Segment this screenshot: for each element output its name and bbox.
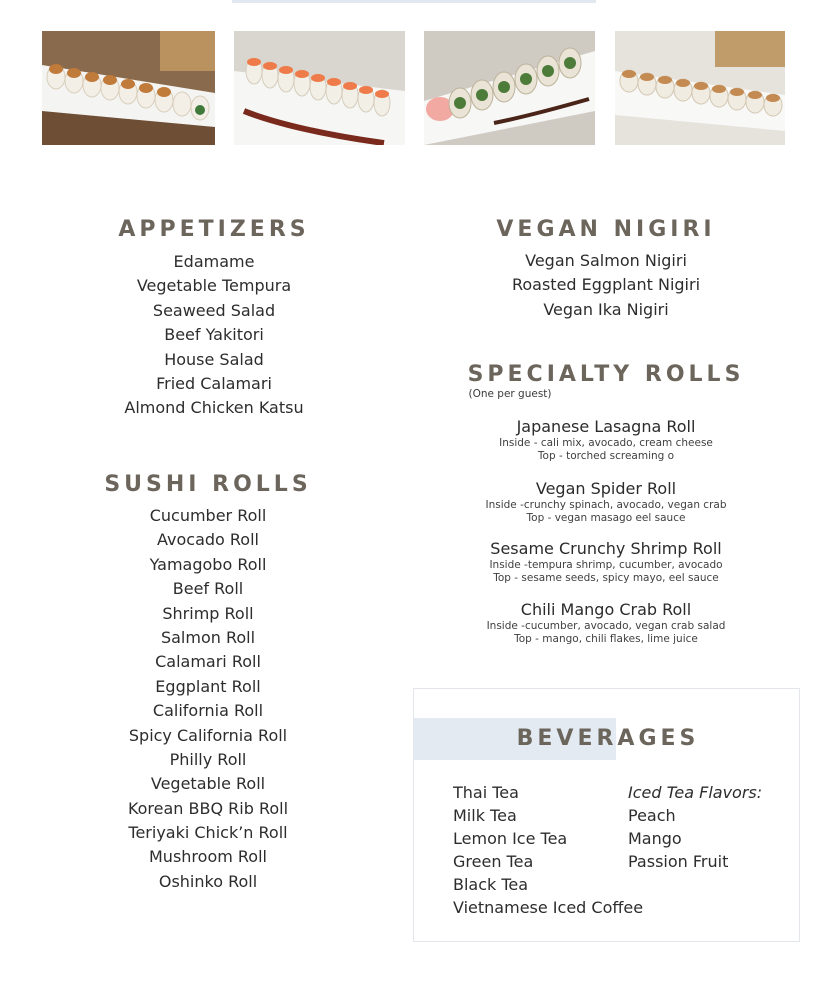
list-item: Vegan Salmon Nigiri (525, 251, 687, 270)
list-item: Mango (628, 829, 682, 848)
list-item: Mushroom Roll (149, 847, 267, 867)
list-item: Roasted Eggplant Nigiri (511, 275, 701, 295)
list-item: Philly Roll (169, 749, 247, 769)
sushi-roll-photo-1 (42, 31, 215, 145)
list-item: Almond Chicken Katsu (124, 398, 304, 418)
list-item: Lemon Ice Tea (453, 829, 568, 848)
list-item: Eggplant Roll (155, 676, 261, 696)
list-item: Black Tea (453, 875, 529, 894)
iced-tea-flavors-label: Iced Tea Flavors: (628, 783, 763, 802)
roll-inside: Inside - cali mix, avocado, cream cheese (499, 437, 713, 449)
roll-top: Top - mango, chili flakes, lime juice (514, 632, 698, 645)
roll-top: Top - vegan masago eel sauce (526, 511, 686, 524)
specialty-rolls-heading: SPECIALTY ROLLS (467, 362, 745, 387)
iced-tea-flavors-list (628, 781, 762, 873)
roll-name: Chili Mango Crab Roll (520, 600, 692, 619)
list-item: Edamame (173, 252, 255, 271)
specialty-roll-item (440, 539, 772, 584)
list-item: Vegan Ika Nigiri (543, 299, 669, 319)
roll-name: Vegan Spider Roll (535, 479, 677, 498)
list-item: Oshinko Roll (158, 871, 258, 891)
list-item: Vietnamese Iced Coffee (453, 898, 644, 917)
list-item: Green Tea (453, 852, 534, 871)
list-item: Spicy California Roll (128, 725, 288, 745)
roll-name: Sesame Crunchy Shrimp Roll (490, 539, 722, 558)
list-item: Beef Roll (172, 579, 244, 599)
list-item: Seaweed Salad (152, 300, 276, 320)
list-item: Teriyaki Chick’n Roll (128, 823, 288, 843)
list-item: California Roll (152, 701, 264, 721)
list-item: Yamagobo Roll (149, 554, 267, 574)
specialty-roll-item (440, 479, 772, 524)
roll-top: Top - torched screaming o (537, 449, 675, 462)
roll-name: Japanese Lasagna Roll (516, 417, 696, 436)
beverages-tea-list (453, 781, 643, 919)
list-item: Calamari Roll (155, 652, 261, 672)
list-item: Thai Tea (453, 783, 519, 802)
list-item: Passion Fruit (628, 852, 729, 871)
roll-top: Top - sesame seeds, spicy mayo, eel sauce (493, 571, 719, 584)
list-item: Fried Calamari (156, 373, 272, 393)
list-item: Shrimp Roll (162, 603, 254, 623)
list-item: Korean BBQ Rib Roll (127, 798, 289, 818)
specialty-roll-item (440, 600, 772, 645)
list-item: Avocado Roll (157, 530, 259, 550)
sushi-roll-photo-3 (424, 31, 595, 145)
roll-inside: Inside -cucumber, avocado, vegan crab salad (486, 620, 726, 632)
roll-inside: Inside -tempura shrimp, cucumber, avocado (489, 559, 723, 571)
list-item: Vegetable Roll (150, 774, 266, 794)
beverages-heading: BEVERAGES (516, 726, 700, 751)
specialty-roll-item (440, 417, 772, 462)
sushi-roll-photo-2 (234, 31, 405, 145)
appetizers-heading: APPETIZERS (118, 217, 310, 242)
sushi-rolls-heading: SUSHI ROLLS (104, 472, 312, 497)
list-item: House Salad (164, 349, 264, 369)
list-item: Cucumber Roll (149, 506, 267, 525)
vegan-nigiri-heading: VEGAN NIGIRI (496, 217, 716, 242)
list-item: Salmon Roll (160, 627, 256, 647)
list-item: Vegetable Tempura (136, 276, 292, 296)
list-item: Beef Yakitori (164, 325, 264, 345)
vegan-nigiri-list (440, 249, 772, 322)
sushi-rolls-list (80, 504, 336, 894)
one-per-guest-note: (One per guest) (468, 388, 552, 400)
list-item: Peach (628, 806, 676, 825)
list-item: Milk Tea (453, 806, 517, 825)
top-accent-bar (232, 0, 596, 3)
roll-inside: Inside -crunchy spinach, avocado, vegan crab (485, 499, 727, 511)
sushi-roll-photo-4 (615, 31, 785, 145)
